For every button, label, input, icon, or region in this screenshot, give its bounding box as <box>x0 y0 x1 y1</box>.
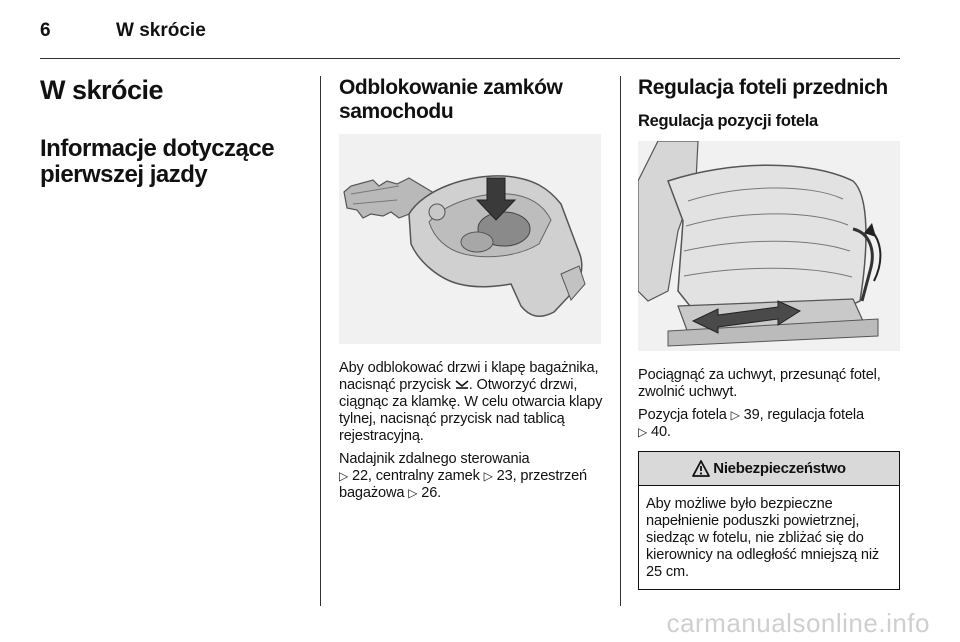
seat-drawing <box>638 141 900 351</box>
column-seat-adjustment <box>638 76 902 590</box>
ref-text-a: Nadajnik zdalnego sterowania <box>339 451 530 467</box>
unlocking-references <box>339 451 603 502</box>
running-title: W skrócie <box>116 20 206 41</box>
reference-arrow-icon: ▷ <box>483 469 493 483</box>
watermark-link[interactable]: carmanualsonline.info <box>666 608 930 638</box>
warning-box <box>638 451 900 590</box>
reference-arrow-icon: ▷ <box>408 486 418 500</box>
column-divider-left <box>320 76 321 606</box>
warning-triangle-icon <box>692 460 710 477</box>
ref-text-d: 26. <box>417 485 442 501</box>
key-drawing <box>339 134 601 344</box>
page-number: 6 <box>40 20 51 41</box>
ref-text-b: 22, centralny zamek <box>348 468 484 484</box>
reference-arrow-icon: ▷ <box>730 408 740 422</box>
unlocking-text-b: . Otworzyć drzwi, ciągnąc za klamkę. W celu otwarcia klapy tylnej, nacisnąć przycisk nad tablicą rejestracyjną. <box>339 377 603 444</box>
header-rule <box>40 58 900 59</box>
seat-instruction: Pociągnąć za uchwyt, przesunąć fotel, zwolnić uchwyt. <box>638 367 881 400</box>
column-unlocking <box>339 76 603 502</box>
column-intro <box>40 74 305 188</box>
ref-text-c: 23, przestrzeń bagażowa <box>339 468 588 501</box>
seat-heading: Regulacja foteli przednich <box>638 76 888 99</box>
seat-illustration <box>638 141 900 351</box>
warning-title: Niebezpieczeństwo <box>713 460 846 477</box>
seat-references <box>638 407 902 441</box>
warning-content <box>639 486 899 589</box>
intro-subheading: Informacje dotyczące pierwszej jazdy <box>40 135 275 188</box>
warning-header <box>639 452 899 486</box>
seat-ref-text-a: Pozycja fotela <box>638 407 731 423</box>
unlock-symbol-icon <box>455 379 469 389</box>
seat-subheading: Regulacja pozycji fotela <box>638 112 818 130</box>
seat-ref-text-b: 39, regulacja fotela <box>739 407 864 423</box>
unlocking-instruction <box>339 360 603 445</box>
seat-ref-text-c: 40. <box>647 424 671 440</box>
remote-key-illustration <box>339 134 601 344</box>
reference-arrow-icon: ▷ <box>339 469 349 483</box>
unlocking-text-a: Aby odblokować drzwi i klapę bagażnika, nacisnąć przycisk <box>339 360 599 393</box>
warning-text: Aby możliwe było bezpieczne napełnienie poduszki powietrznej, siedząc w fotelu, nie zbliżać się do kierownicy na odległość mniejszą niż 25 cm. <box>646 496 880 580</box>
unlocking-heading: Odblokowanie zamków samochodu <box>339 76 563 123</box>
column-divider-right <box>620 76 621 606</box>
reference-arrow-icon: ▷ <box>638 425 648 439</box>
chapter-heading: W skrócie <box>40 75 164 105</box>
